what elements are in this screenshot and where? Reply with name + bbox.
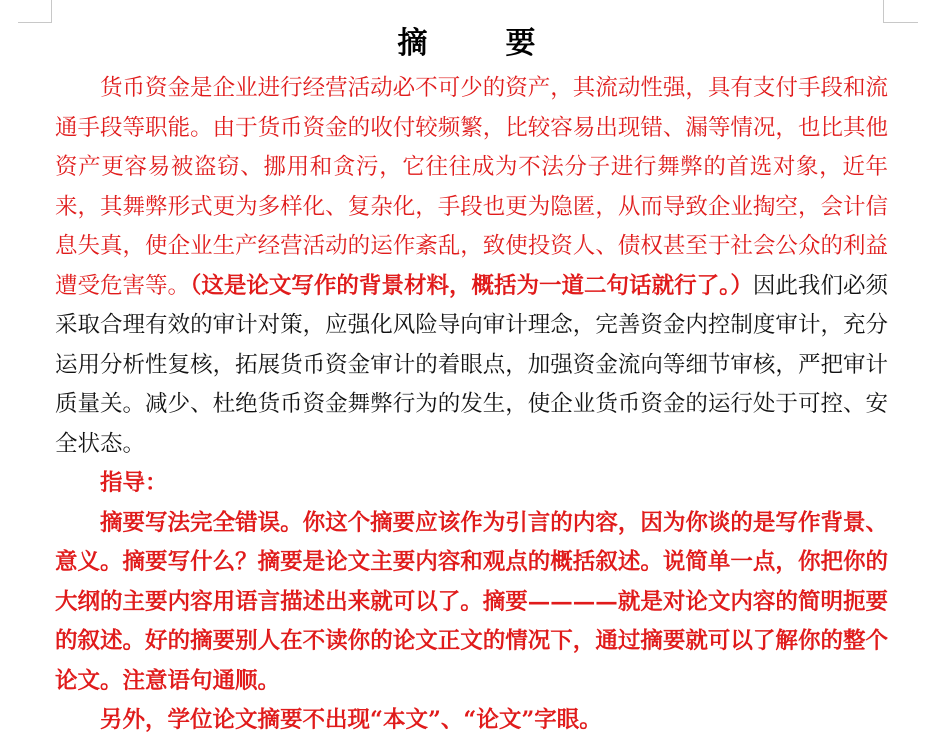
crop-mark-top-left	[18, 0, 52, 23]
abstract-paragraph	[55, 69, 888, 464]
guidance-body: 摘要写法完全错误。你这个摘要应该作为引言的内容，因为你谈的是写作背景、意义。摘要写什么？摘要是论文主要内容和观点的概括叙述。说简单一点，你把你的大纲的主要内容用语言描述出来就可以了。摘要————就是对论文内容的简明扼要的叙述。好的摘要别人在不读你的论文正文的情况下，通过摘要就可以了解你的整个论文。注意语句通顺。	[55, 509, 888, 694]
crop-mark-top-right	[883, 0, 918, 23]
closing-note: 另外，学位论文摘要不出现“本文”、“论文”字眼。	[100, 707, 602, 733]
page-title: 摘 要	[397, 26, 560, 61]
countermeasures-text: 因此我们必须采取合理有效的审计对策，应强化风险导向审计理念，完善资金内控制度审计，充分运用分析性复核，拓展货币资金审计的着眼点，加强资金流向等细节审核，严把审计质量关。减少、杜绝货币资金舞弊行为的发生，使企业货币资金的运行处于可控、安全状态。	[55, 272, 888, 457]
document-body	[55, 69, 888, 741]
guidance-heading: 指导：	[100, 470, 168, 496]
background-text: 货币资金是企业进行经营活动必不可少的资产，其流动性强，具有支付手段和流通手段等职能。由于货币资金的收付较频繁，比较容易出现错、漏等情况，也比其他资产更容易被盗窃、挪用和贪污，它往往成为不法分子进行舞弊的首选对象，近年来，其舞弊形式更为多样化、复杂化，手段也更为隐匿，从而导致企业掏空，会计信息失真，使企业生产经营活动的运作紊乱，致使投资人、债权甚至于社会公众的利益遭受危害等。	[55, 75, 888, 299]
reviewer-note: （这是论文写作的背景材料，概括为一道二句话就行了。）	[190, 272, 753, 299]
